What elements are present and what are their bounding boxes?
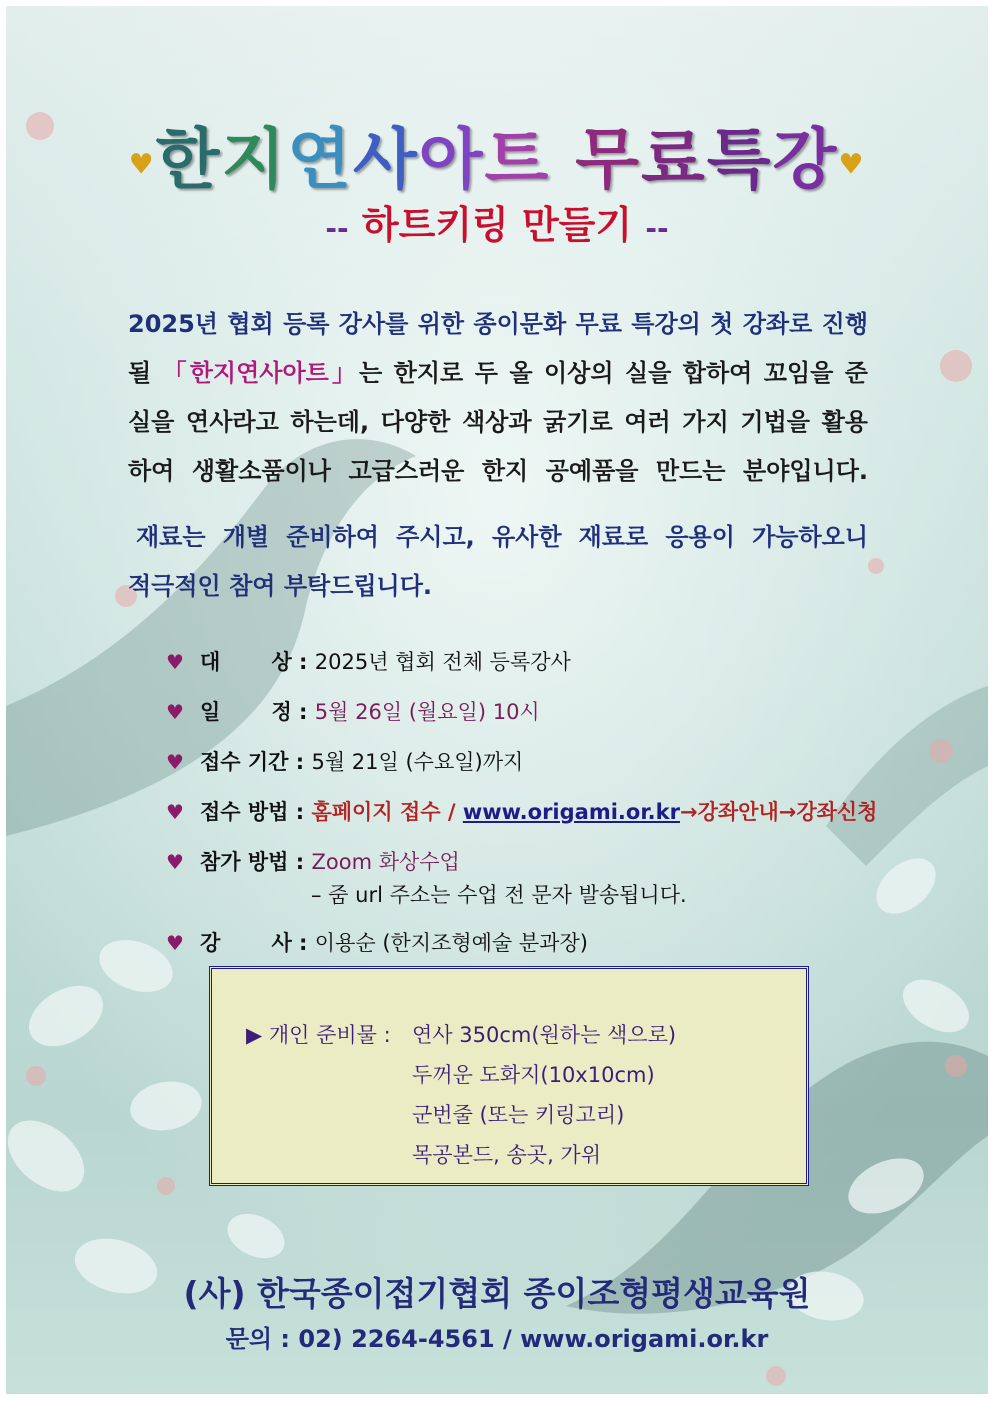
detail-method: ♥ 접수 방법 : 홈페이지 접수 / www.origami.or.kr→강좌안내→강좌신청 xyxy=(166,800,878,824)
organization-name: (사) 한국종이접기협회 종이조형평생교육원 xyxy=(183,1274,811,1313)
intro-line: 2025년 협회 등록 강사를 위한 종이문화 무료 특강의 첫 강좌로 진행 xyxy=(128,310,868,338)
notice-line: 재료는 개별 준비하여 주시고, 유사한 재료로 응용이 가능하오니 xyxy=(136,523,868,551)
subtitle-dash: -- xyxy=(325,212,349,245)
notice-line: 적극적인 참여 부탁드립니다. xyxy=(128,572,433,600)
title-char: 특 xyxy=(706,121,773,198)
supply-item: 목공본드, 송곳, 가위 xyxy=(412,1143,601,1167)
intro-line: 하여 생활소품이나 고급스러운 한지 공예품을 만드는 분야입니다. xyxy=(128,457,868,485)
detail-participation: ♥ 참가 방법 : Zoom 화상수업 xyxy=(166,850,460,874)
detail-target: ♥ 대 상 : 2025년 협회 전체 등록강사 xyxy=(166,650,571,674)
program-name: 「한지연사아트」 xyxy=(162,359,360,387)
main-title xyxy=(6,106,988,201)
heart-bullet-icon: ♥ xyxy=(166,850,184,874)
heart-icon: ♥ xyxy=(838,147,866,181)
title-char: 사 xyxy=(352,121,419,198)
title-char: 료 xyxy=(641,121,707,198)
title-char: 지 xyxy=(221,121,288,198)
intro-line: 실을 연사라고 하는데, 다양한 색상과 굵기로 여러 가지 기법을 활용 xyxy=(128,408,868,436)
heart-bullet-icon: ♥ xyxy=(166,931,184,955)
subtitle-text: 하트키링 만들기 xyxy=(361,203,633,247)
subtitle xyxy=(6,194,988,249)
detail-schedule: ♥ 일 정 : 5월 26일 (월요일) 10시 xyxy=(166,700,540,724)
title-char: 트 xyxy=(484,121,551,198)
intro-line: 될 「한지연사아트」는 한지로 두 올 이상의 실을 합하여 꼬임을 준 xyxy=(128,359,868,387)
participation-note: – 줌 url 주소는 수업 전 문자 발송됩니다. xyxy=(311,883,687,907)
title-char: 강 xyxy=(772,121,839,198)
supply-item: 두꺼운 도화지(10x10cm) xyxy=(412,1063,655,1087)
title-char: 한 xyxy=(155,121,222,198)
heart-bullet-icon: ♥ xyxy=(166,750,184,774)
supply-item: 군번줄 (또는 키링고리) xyxy=(412,1103,625,1127)
supply-item: 연사 350cm(원하는 색으로) xyxy=(412,1023,677,1047)
flyer-page xyxy=(6,6,988,1394)
contact-info: 문의 : 02) 2264-4561 / www.origami.or.kr xyxy=(225,1325,769,1353)
title-char: 무 xyxy=(575,121,642,198)
title-char: 연 xyxy=(287,121,353,198)
supplies-box xyxy=(209,966,809,1186)
homepage-link[interactable]: www.origami.or.kr xyxy=(462,800,680,824)
title-char: 아 xyxy=(418,121,485,198)
detail-deadline: ♥ 접수 기간 : 5월 21일 (수요일)까지 xyxy=(166,750,524,774)
detail-instructor: ♥ 강 사 : 이용순 (한지조형예술 분과장) xyxy=(166,931,588,955)
heart-bullet-icon: ♥ xyxy=(166,650,184,674)
supplies-label: ▶ 개인 준비물 : xyxy=(246,1023,391,1047)
heart-icon: ♥ xyxy=(128,147,156,181)
heart-bullet-icon: ♥ xyxy=(166,700,184,724)
heart-bullet-icon: ♥ xyxy=(166,800,184,824)
subtitle-dash: -- xyxy=(645,212,669,245)
